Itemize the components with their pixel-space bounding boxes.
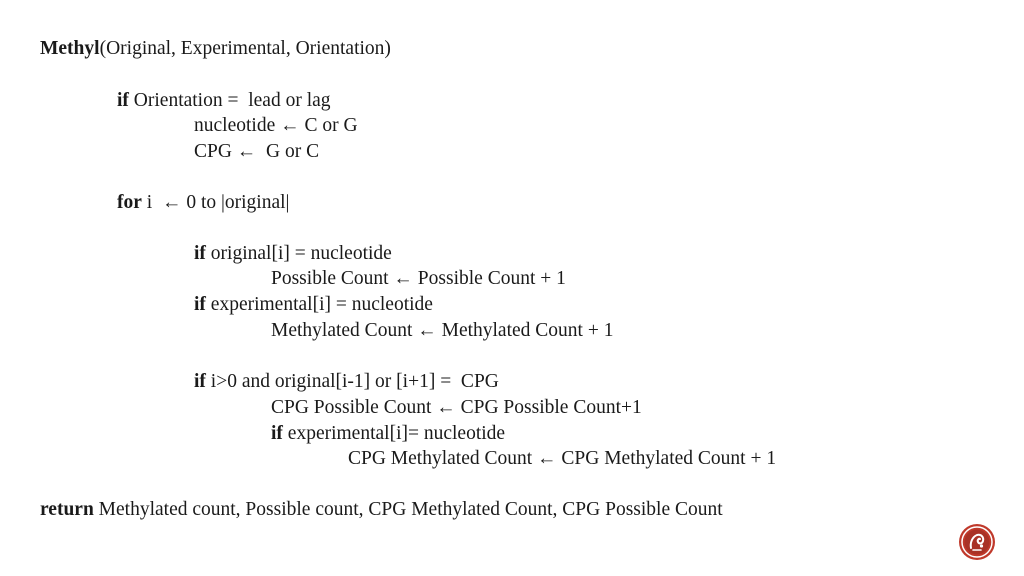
condition-text: Orientation = lead or lag [128, 90, 331, 111]
condition-text: experimental[i] = nucleotide [205, 294, 433, 315]
assign-nucleotide-line [194, 114, 358, 138]
cpg-possible-count-increment-line [271, 396, 642, 420]
keyword-if: if [117, 90, 129, 111]
statement-text: CPG ← G or C [194, 141, 320, 162]
keyword-if: if [271, 423, 283, 444]
statement-text: Methylated Count ← Methylated Count + 1 [271, 320, 614, 341]
statement-text: nucleotide ← C or G [194, 115, 358, 136]
statement-text: CPG Methylated Count ← CPG Methylated Count + 1 [348, 448, 777, 469]
loop-range-text: i ← 0 to |original| [141, 192, 290, 213]
keyword-methyl: Methyl [40, 38, 100, 59]
keyword-if: if [194, 371, 206, 392]
if-cpg-line [194, 370, 499, 394]
possible-count-increment-line [271, 267, 566, 291]
keyword-if: if [194, 294, 206, 315]
statement-text: CPG Possible Count ← CPG Possible Count+1 [271, 397, 642, 418]
keyword-return: return [40, 499, 94, 520]
condition-text: i>0 and original[i-1] or [i+1] = CPG [205, 371, 499, 392]
statement-text: Possible Count ← Possible Count + 1 [271, 268, 566, 289]
if-experimental-cpg-line [271, 422, 505, 446]
condition-text: experimental[i]= nucleotide [282, 423, 506, 444]
return-line [40, 498, 723, 522]
condition-text: original[i] = nucleotide [205, 243, 392, 264]
assign-cpg-line [194, 140, 319, 164]
keyword-for: for [117, 192, 142, 213]
if-orientation-line [117, 89, 331, 113]
function-signature [40, 37, 391, 61]
if-experimental-line [194, 293, 433, 317]
function-params: (Original, Experimental, Orientation) [99, 38, 391, 59]
if-original-line [194, 242, 392, 266]
for-loop-line [117, 191, 289, 215]
cpg-methylated-count-increment-line [348, 447, 776, 471]
university-seal-icon [958, 523, 996, 561]
return-values: Methylated count, Possible count, CPG Methylated Count, CPG Possible Count [93, 499, 723, 520]
methylated-count-increment-line [271, 319, 613, 343]
keyword-if: if [194, 243, 206, 264]
